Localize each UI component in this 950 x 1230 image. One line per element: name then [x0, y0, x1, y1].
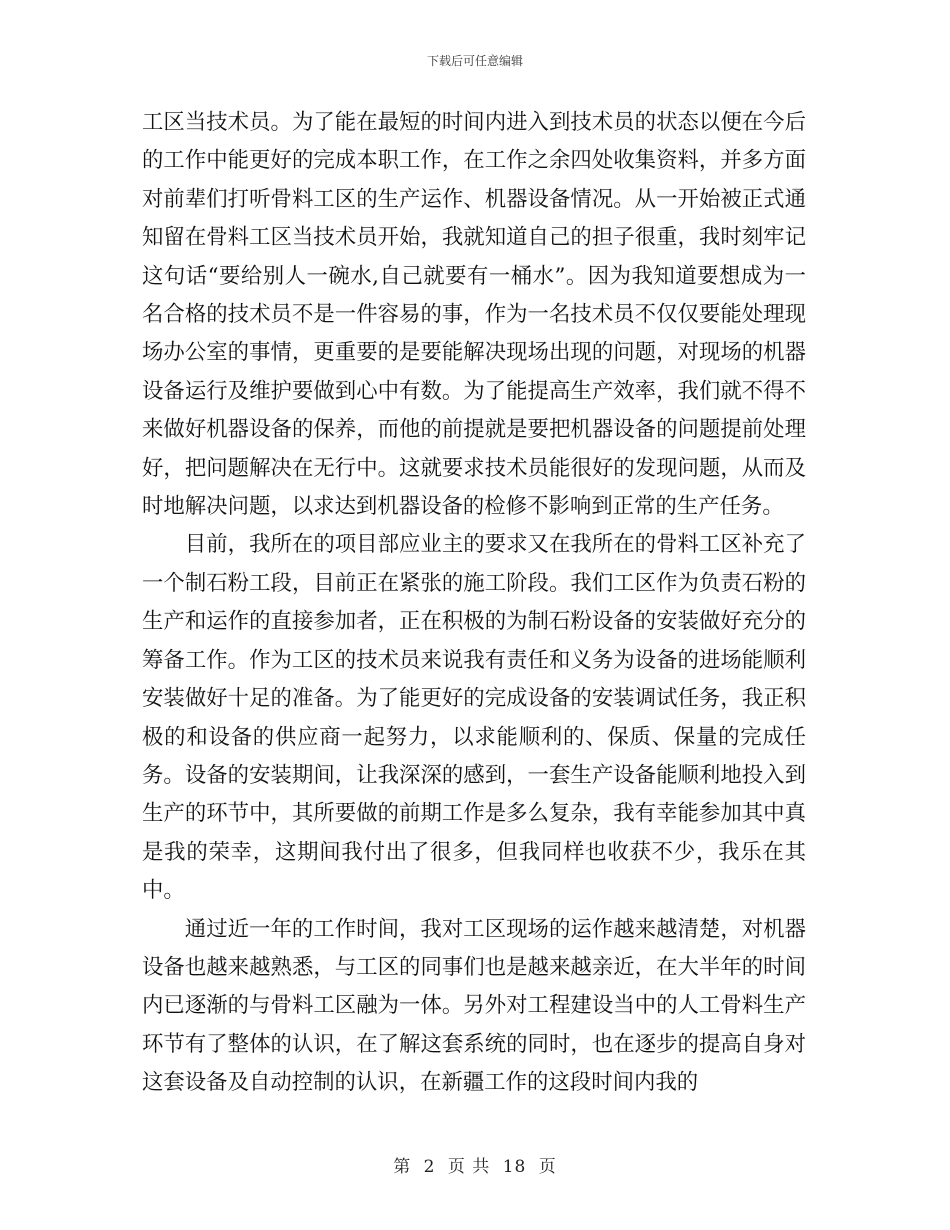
footer-suffix: 页	[538, 1157, 557, 1177]
footer-mid: 页 共	[447, 1157, 491, 1177]
document-body	[142, 104, 806, 1103]
paragraph-2: 目前，我所在的项目部应业主的要求又在我所在的骨料工区补充了一个制石粉工段，目前正在紧张的施工阶段。我们工区作为负责石粉的生产和运作的直接参加者，正在积极的为制石粉设备的安装做好充分的筹备工作。作为工区的技术员来说我有责任和义务为设备的进场能顺利安装做好十足的准备。为了能更好的完成设备的安装调试任务，我正积极的和设备的供应商一起努力，以求能顺利的、保质、保量的完成任务。设备的安装期间，让我深深的感到，一套生产设备能顺利地投入到生产的环节中，其所要做的前期工作是多么复杂，我有幸能参加其中真是我的荣幸，这期间我付出了很多，但我同样也收获不少，我乐在其中。	[142, 532, 806, 904]
page-footer	[0, 1152, 950, 1177]
footer-prefix: 第	[393, 1157, 412, 1177]
current-page-number: 2	[423, 1157, 436, 1177]
paragraph-1: 工区当技术员。为了能在最短的时间内进入到技术员的状态以便在今后的工作中能更好的完成本职工作，在工作之余四处收集资料，并多方面对前辈们打听骨料工区的生产运作、机器设备情况。从一开始被正式通知留在骨料工区当技术员开始，我就知道自己的担子很重，我时刻牢记这句话“要给别人一碗水,自己就要有一桶水”。因为我知道要想成为一名合格的技术员不是一件容易的事，作为一名技术员不仅仅要能处理现场办公室的事情，更重要的是要能解决现场出现的问题，对现场的机器设备运行及维护要做到心中有数。为了能提高生产效率，我们就不得不来做好机器设备的保养，而他的前提就是要把机器设备的问题提前处理好，把问题解决在无行中。这就要求技术员能很好的发现问题，从而及时地解决问题，以求达到机器设备的检修不影响到正常的生产任务。	[142, 110, 806, 520]
page-header: 下载后可任意编辑	[426, 54, 523, 68]
paragraph-3: 通过近一年的工作时间，我对工区现场的运作越来越清楚，对机器设备也越来越熟悉，与工区的同事们也是越来越亲近，在大半年的时间内已逐渐的与骨料工区融为一体。另外对工程建设当中的人工骨料生产环节有了整体的认识，在了解这套系统的同时，也在逐步的提高自身对这套设备及自动控制的认识，在新疆工作的这段时间内我的	[142, 916, 806, 1096]
total-page-number: 18	[502, 1157, 527, 1177]
